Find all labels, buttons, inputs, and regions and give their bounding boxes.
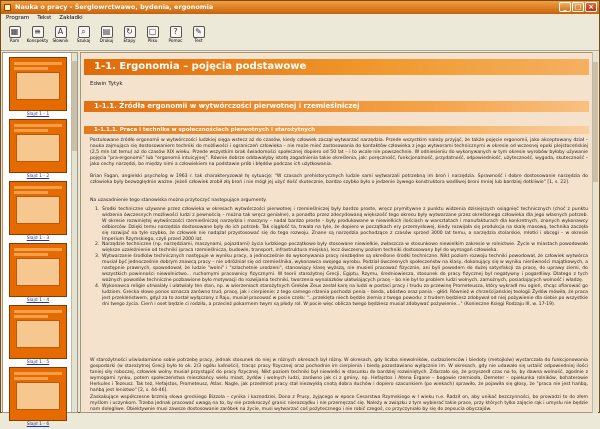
slide-link[interactable]: Slajd 1 - 4	[26, 298, 50, 303]
menu-program[interactable]: Program	[6, 15, 30, 21]
toolbar-drukuj-button[interactable]: ▤ Drukuj	[99, 27, 114, 43]
maximize-button[interactable]: □	[572, 2, 584, 12]
slide-thumbnail-panel	[2, 52, 78, 427]
slide-thumbnail[interactable]	[9, 305, 67, 367]
paragraph: Brian Fagan, angielski psycholog w 1963 r. tak charakteryzował tę sytuację: "W czasach prehistorycznych ludzie sami wytwarzali potrzebną im broń i narzędzia. Sprawność i dobre dostosowanie narzędzia do człowieka były bezwzględnie ważne. Jeżeli człowiek zrobił złą broń i nie mógł jej użyć dość skutecznie, bardzo szybko było o jedzenie żywego konstruktora wadliwej broni mniej lub bardziej dotkliwie" [1, s. 22].	[90, 174, 588, 185]
minimize-button[interactable]: _	[559, 2, 571, 12]
toolbar-szukaj-button[interactable]: ⌕ Szukaj	[76, 27, 91, 43]
slide-thumbnail[interactable]	[9, 181, 67, 243]
slide-thumbnail[interactable]	[9, 57, 67, 119]
menu-zakladki[interactable]: Zakładki	[59, 15, 83, 21]
slide-thumbnail[interactable]	[9, 243, 67, 305]
list-item: 4. Wykonawca religie utrwalały i ułatwiały ten stan, np. w wierzeniach starożytnych Greków Zeus zesłał karę na ludzi w postaci pracy i trudu za przewinę Prometeusza, który wykradł mu ogień, chcąc ofiarować go ludziom. Grecka słowo ponos oznacza zarówno trud, pracę, jak i cierpienie; z tego samego rdzenia pochodzi penia – bieda, ubóstwo oraz pania – głód. Również w chrześcijańskiej teologii Żydów mówiła, że praca jest przekleństwem, gdyż za to został wyłączony z Raju, musiał pracować w pocie czoła: "...przeklęta niech będzie ziemia z twego powodu: z trudem będziesz zdobywał od niej pożywienie dla siebie po wszystkie dni twego życia. Cierń i oset będzie ci rodziła, a przecież pokarmem twym są płody rol. W pocie więc oblicza twego będziesz musiał zdobywać pożywienie..." (Konieczne Księgi Rodzaju III, w. 17-19).	[95, 283, 588, 307]
slide-thumbnail[interactable]	[9, 367, 67, 429]
test-icon: ✎	[193, 26, 205, 38]
section-heading: 1-1.1. Źródła ergonomii w wytwórczości pierwotnej i rzemieślniczej	[84, 101, 589, 112]
author-name: Edwin Tytyk	[90, 81, 123, 87]
slide-link[interactable]: Slajd 1 - 2	[26, 174, 50, 179]
window-title: Nauka o pracy - Śerglowrctwawo, bydenia, ergonomia	[15, 3, 214, 11]
slide-preview	[9, 181, 67, 235]
search-icon: ⌕	[78, 26, 90, 38]
toolbar-ram-button[interactable]: ▦ Ram	[9, 27, 20, 43]
slide-link[interactable]: Slajd 1 - 6	[26, 422, 50, 427]
document-scroll-handle[interactable]	[593, 62, 598, 182]
slide-link[interactable]: Slajd 1 - 5	[26, 360, 50, 365]
slide-preview	[9, 119, 67, 173]
paragraph: Na uzasadnienie tego stanowiska można przytoczyć następujące argumenty.	[90, 198, 267, 203]
menu-bar	[1, 14, 599, 23]
list-item: 3. Wytwarzanie środków technicznych następuje w wyniku pracy, a jednocześnie do wykonywania pracy niezbędne są określone środki techniczne. Nikt poziom rozwoju techniki powodował, że człowiek wytwórca musiał być jednocześnie dobrym znawcą pracy – nie odróżniał się od rzemieślnika, wykonawca swojego wyrobu. Podział ówczesnych społeczeństw na klasy, dokonujący się w wyniku nierówności majątkowych, a następnie prawnych, spowodował, że ludzie "wolni" i "szlachetnie urodzeni", stanowiący klasę wyższą, nie musieli pracować fizycznie, ani byli powodem do dużej satysfakcji za pracę, do uprawy ziemi, do wszystkich powinności niewolnictwo... ruchomymi pracownicy fizycznymi. W teorii starożytnej Grecji, Egiptu, Rzymu, średniowiecza, stosunek do pracy fizycznej był negatywny i pogardliwy. Dlatego z tych ważnych powodów techniczne pozbawione było motywacji do rozwijania techniki, tworzenia wynalazków ułatwiających pracę – bo nie był to problem ludzi wolnych, zamożnych, posiadających wolność i władzę.	[95, 254, 588, 283]
print-icon: ▤	[101, 26, 113, 38]
outline-icon: ≡	[32, 26, 44, 38]
thumbnail-scroll-handle[interactable]	[72, 61, 77, 151]
slide-preview	[9, 367, 67, 421]
file-icon: ▢	[147, 26, 159, 38]
paragraph: Postulowane źródło ergonomii w wytwórczości ludzkiej sięga wstecz aż do czasów, kiedy człowiek zaczął wytwarzać narzędzia. Przede wszystkim należy przyjąć, że także pojęcie ergonomii, jako akceptowany dział – nauka zajmująca się dostosowaniem techniki do możliwości i ograniczeń człowieka – nie może mieć zastosowania do kontaktów człowieka z jego wytworami technicznymi w okresie od wczesnej epoki plejstoceńskiej (2,5 mln lat temu) aż do czasów XIX wieku. Przede wszystkim brak świadomości społecznej dopiero od 50 lat – i to wcale nie powszechnie. W odniesieniu do wykonywanych w tym okresie wyrobów byłoby używanie pojęcia "pra-ergonomii" lub "ergonomii intuicyjnej". Równie dobrze oddawałyby istotę zagadnienia takie określenia, jak: poręczność, funkcjonalność, przydatność, odpowiedniość, użyteczność, wygoda, skuteczność – jako cechy narzędzi, bo między nimi a człowiekiem na podstawie prób i błędów podczas ich użytkowania.	[90, 138, 588, 167]
window-controls	[559, 2, 597, 12]
list-item: 1. Środki techniczne używane przez człowieka w okresach wytwórczości pierwotnej i rzemieślniczej były bardzo proste, wręcz prymitywne z punktu widzenia dzisiejszych osiągnięć technicznych (choć z punktu widzenia ówczesnych możliwości ludzi z pewnością – można tak wręcz genialne), a ponadto przez zdecydowaną większość tego okresu były wytwarzane przez określonego człowieka dla jego własnych potrzeb. W okresie rozwiniętej wytwórczości rzemieślniczej narzędzia i maszyny – nadal bardzo proste – były produkowane w niewielkich ilościach w warsztatach i manufakturach dla konkretnych, znanych wykonawcy odbiorców. Dzięki temu narzędzia dostosowane były do ich potrzeb. Tak ciągłość ta, trwała na tyle, że dopiero w początkach ery przemysłowej, kiedy rozwijała się produkcja na skalę masową, technika zaczęła się rozwijać na tyle szybko, że człowiek nie nadążał przystosować się do tego rozwoju. Znane są narzędzia pochodzące z czasów sprzed 3000 lat temu, a narzędzia stolarskie, młotki i obcęgi – w okresie Imperium Rzymskiego, czyli przed 2000 lat.	[95, 207, 588, 242]
slide-link[interactable]: Slajd 1 - 3	[26, 236, 50, 241]
title-bar[interactable]	[1, 1, 599, 14]
slide-preview	[9, 305, 67, 359]
frame-icon: ▦	[9, 26, 21, 38]
toolbar-pliku-button[interactable]: ▢ Pliku	[147, 27, 158, 43]
subsection-heading: 1-1.1.1. Praca i technika w społecznościach pierwotnych i starożytnych	[84, 126, 589, 134]
stages-icon: ↻	[124, 26, 136, 38]
app-icon	[4, 4, 11, 11]
toolbar	[1, 23, 599, 51]
toolbar-test-button[interactable]: ✎ Test	[194, 27, 203, 43]
paragraph: Zaskakujące współczesne brzmią słowa greckiego Bizzola – cynika i kaznodziei, Dona z Prusy, żyjącego w epoce Cesarstwa Rzymskiego w I wieku n.e. Radził on, aby unikać bezczynności, bo prowadzi to do złem myślom i uczynkom. Trzeba jednak pracować uwagą na to, by nie przekroczyć granic nierozsądku i nie przemęczać się. Należy w związku z tym wybierać takie prace, przy których tylko zajęcie rąk i umysłu nie będzie nam dolegliwe. Obiektywnie musi zawsze dostosowanie zaróbek na życie, musi wytwarzać coś pożytecznego i nie robić czegoś, co przyczyniało by się do zepsucia obyczajów.	[90, 395, 588, 412]
dictionary-icon: A	[55, 26, 67, 38]
slide-link[interactable]: Slajd 1 - 1	[26, 112, 50, 117]
toolbar-slownik-button[interactable]: A Słownik	[52, 27, 69, 43]
close-button[interactable]: ×	[585, 2, 597, 12]
toolbar-pomoc-button[interactable]: ? Pomoc	[168, 27, 183, 43]
toolbar-konspekty-button[interactable]: ≡ Konspekty	[26, 27, 49, 43]
slide-preview	[9, 57, 67, 111]
thumbnail-scrollbar[interactable]	[71, 53, 77, 412]
document-view	[80, 52, 594, 413]
slide-thumbnail[interactable]	[9, 119, 67, 181]
paragraph: W starożytności uświadamiano sobie potrzebę pracy, jednak stosunek do niej w różnych okresach był różny. W okresach, gdy liczba niewolników, cudzoziemców i biedoty (metojków) wystarczała do funkcjonowania gospodarki (w starożytnej Grecji było to ok. 2/3 ogółu ludności), tracąc pracy fizycznej oraz pochodnie im cierpienia i biedą pozostawiano wyłącznie im. W okresach, gdy nie udawało się ustalić odpowiedniej ilości taniej siły roboczej, człowiek wolny musiał przystąpić do pracy fizycznej. Nikt poziom techniki był niewielki w stosunku do bardziej rozwiniętych. Zdarzało się, że przyszedł czas na to, by dawna wolność, zgodnie z wymogami rynku, potem społeczeństwa mieszkańcy wielu miast, żydów i wolnych ludzi, zarówno jak ci z gminy, np. Hefajstos i Atena Ergane – bogowie rzemiosła, Demeter – opiekunka rolników, bohaterowie Herkules i Tezeusz. Tak też, Hefajstos, Prometeusz, Atlas. Nagle, jak przedmiot pracy stał niezwykłą cnotą dobra duchów i dopiero szacunkiem (po wiekach) sprawiło, że pojawiła się głosy, że "praca nie jest hańbą, hańbą jest lenistwo" [2, s. 44-46].	[90, 358, 588, 393]
slide-preview	[9, 243, 67, 297]
list-item: 2. Narzędzie techniczne (np. narzędziami, maszynami, pojazdami) życia ludzkiego początkowo były stosowane niewielkie, zwłaszcza w stosunkowo niewielkim zakresie w rolnictwie. Życie w miastach powodowało większe uzależnienie od techniki (praca rzemieślnicza, budowle, transport, infrastruktura miejska), lecz ówczesny poziom techniki dostosowany był do wymagań człowieka.	[95, 242, 588, 254]
argument-list	[95, 207, 588, 307]
toolbar-etapy-button[interactable]: ↻ Etapy	[123, 27, 136, 43]
chapter-title: 1-1. Ergonomia – pojęcia podstawowe	[84, 59, 589, 75]
help-icon: ?	[170, 26, 182, 38]
document-scrollbar[interactable]	[592, 52, 598, 413]
menu-tekst[interactable]: Tekst	[37, 15, 52, 21]
